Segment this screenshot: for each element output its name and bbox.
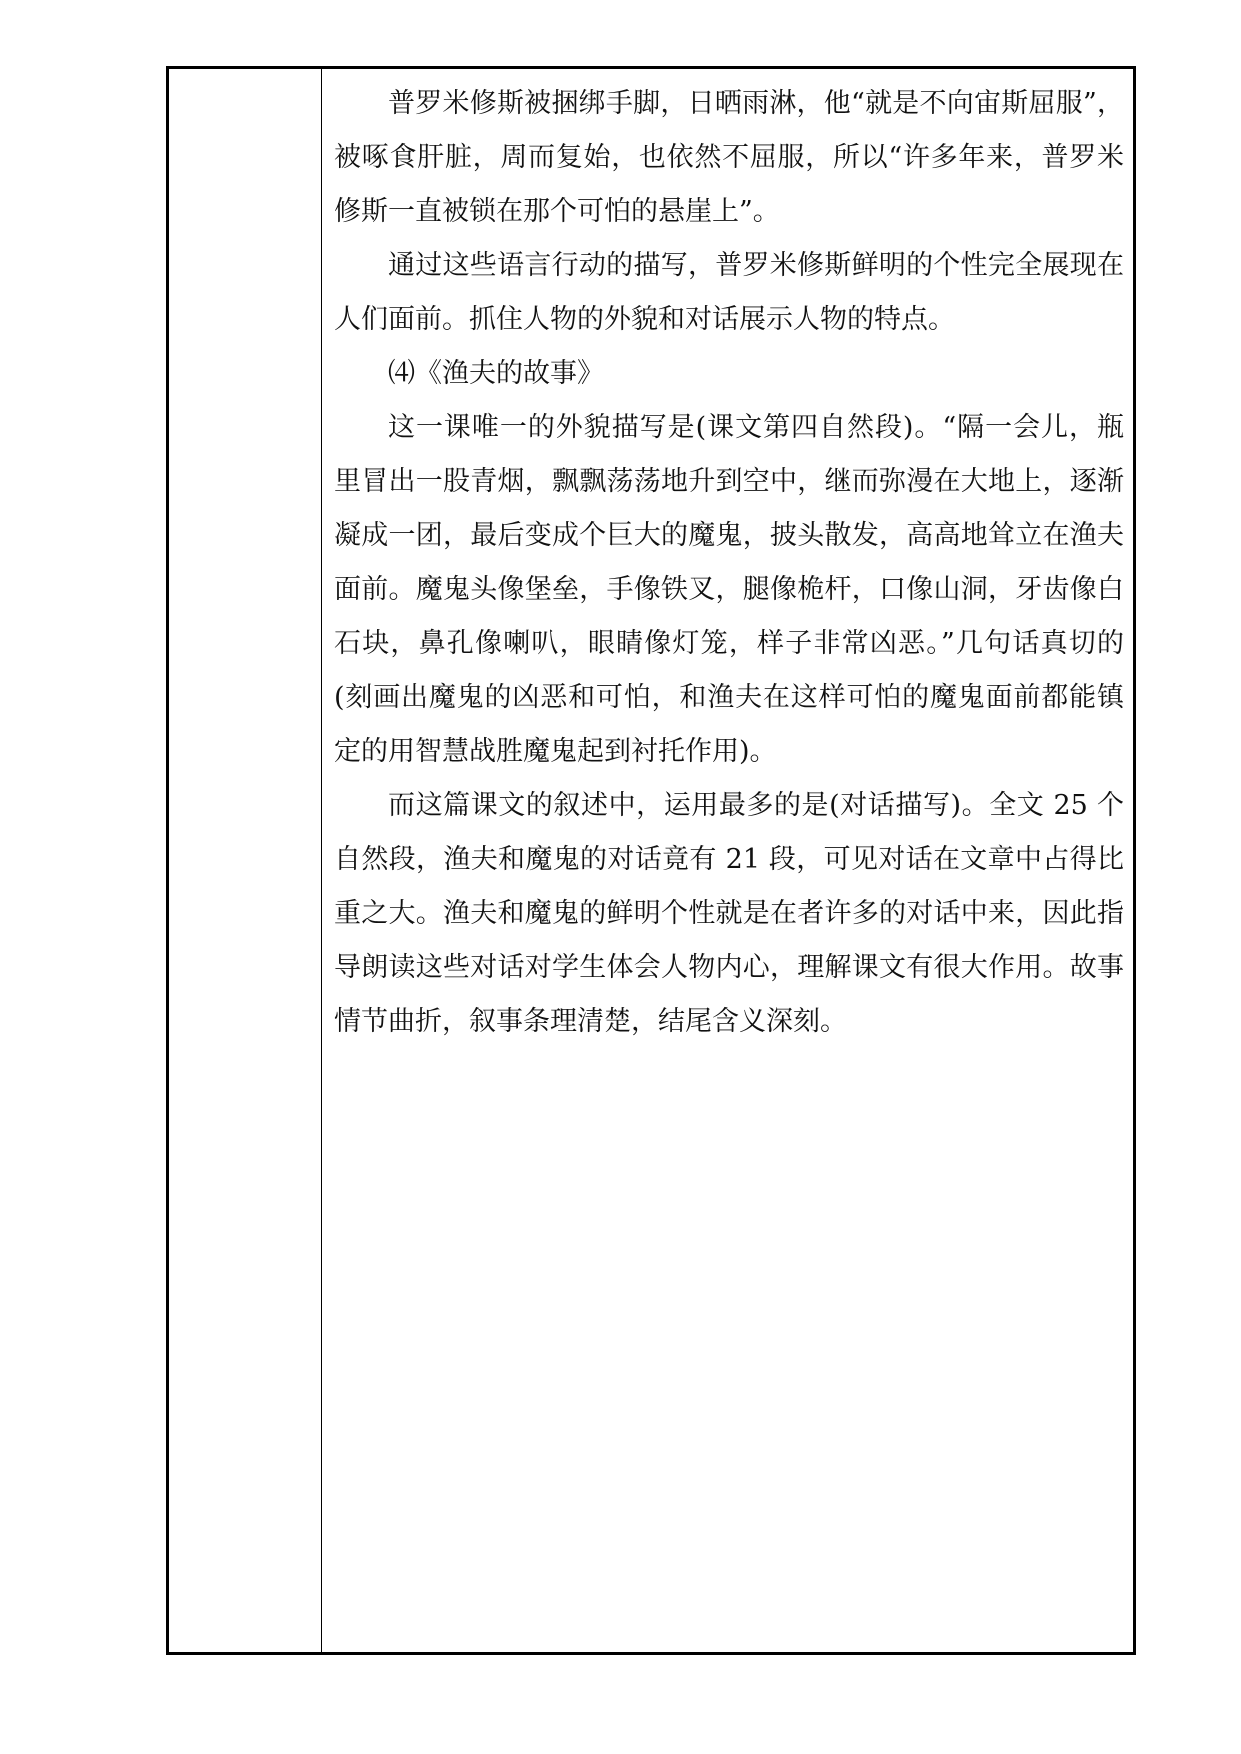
section-heading-fisherman-story: ⑷《渔夫的故事》 xyxy=(388,358,604,389)
content-cell xyxy=(334,77,1124,1049)
paragraph-demon-appearance: 这一课唯一的外貌描写是(课文第四自然段)。“隔一会儿，瓶里冒出一股青烟，飘飘荡荡地升到空中，继而弥漫在大地上，逐渐凝成一团，最后变成个巨大的魔鬼，披头散发，高高地耸立在渔夫面前。魔鬼头像堡垒，手像铁叉，腿像桅杆，口像山洞，牙齿像白石块，鼻孔像喇叭，眼睛像灯笼，样子非常凶恶。”几句话真切的(刻画出魔鬼的凶恶和可怕，和渔夫在这样可怕的魔鬼面前都能镇定的用智慧战胜魔鬼起到衬托作用)。 xyxy=(334,412,1124,767)
paragraph-prometheus-summary: 通过这些语言行动的描写，普罗米修斯鲜明的个性完全展现在人们面前。抓住人物的外貌和对话展示人物的特点。 xyxy=(334,250,1124,335)
table-frame xyxy=(166,66,1136,1655)
paragraph-dialogue-description: 而这篇课文的叙述中，运用最多的是(对话描写)。全文 25 个自然段，渔夫和魔鬼的对话竟有 21 段，可见对话在文章中占得比重之大。渔夫和魔鬼的鲜明个性就是在者许多的对话中来，因此指导朗读这些对话对学生体会人物内心，理解课文有很大作用。故事情节曲折，叙事条理清楚，结尾含义深刻。 xyxy=(334,790,1124,1037)
left-column xyxy=(169,69,322,1652)
paragraph-prometheus-resistance: 普罗米修斯被捆绑手脚，日晒雨淋，他“就是不向宙斯屈服”，被啄食肝脏，周而复始，也依然不屈服，所以“许多年来，普罗米修斯一直被锁在那个可怕的悬崖上”。 xyxy=(334,88,1124,227)
